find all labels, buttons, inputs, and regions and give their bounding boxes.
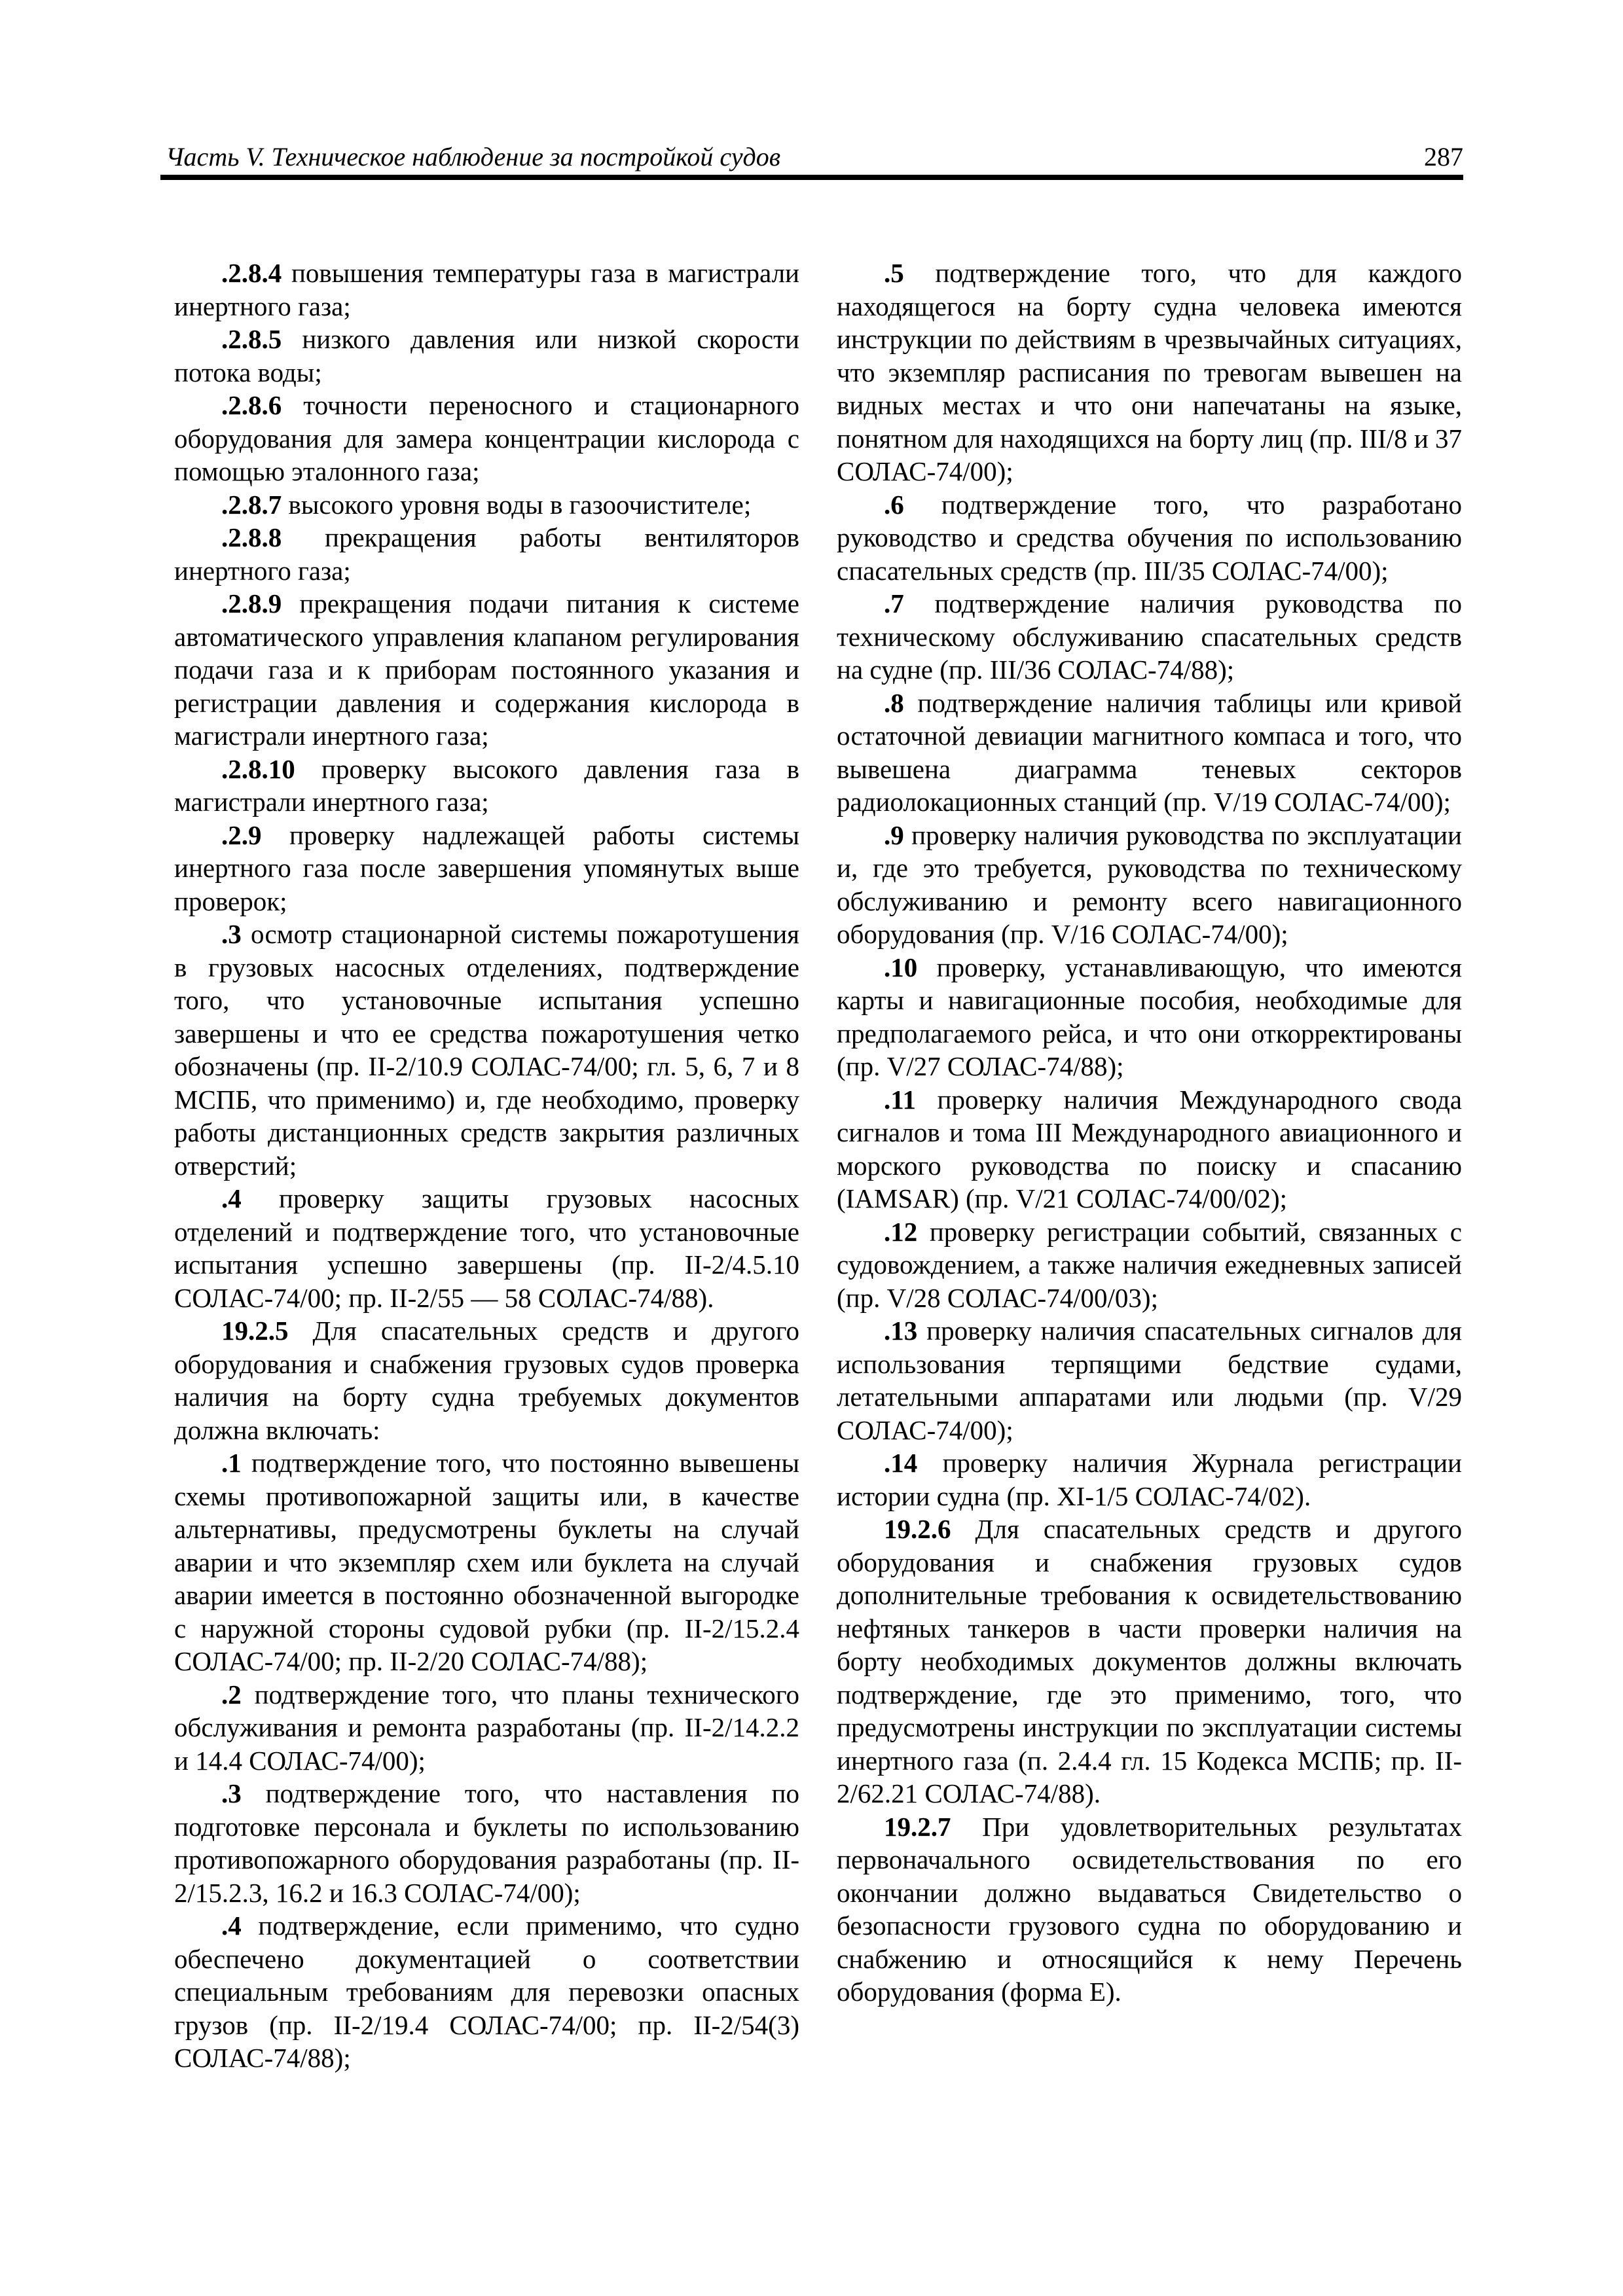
clause-text: высокого уровня воды в газоочистителе; bbox=[282, 489, 752, 520]
clause-text: проверку наличия Международного свода сигналов и тома III Международного авиационного и морского руководства по поиску и спасанию (IAMSAR) (пр. V/21 СОЛАС-74/00/02); bbox=[837, 1084, 1462, 1213]
clause-number: 19.2.6 bbox=[884, 1514, 951, 1544]
paragraph bbox=[837, 1215, 1462, 1315]
paragraph bbox=[174, 819, 799, 918]
paragraph bbox=[174, 488, 799, 522]
right-column bbox=[837, 257, 1462, 2009]
clause-text: проверку, устанавливающую, что имеются карты и навигационные пособия, необходимые для предполагаемого рейса, и что они откорректированы (пр. V/27 СОЛАС-74/88); bbox=[837, 952, 1462, 1081]
paragraph bbox=[174, 1909, 799, 2075]
clause-text: подтверждение того, что для каждого находящегося на борту судна человека имеются инструкции по действиям в чрезвычайных ситуациях, что экземпляр расписания по тревогам вывешен на видных местах и что они напечатаны на языке, понятном для находящихся на борту лиц (пр. III/8 и 37 СОЛАС-74/00); bbox=[837, 258, 1463, 486]
clause-number: .2 bbox=[221, 1679, 242, 1710]
paragraph bbox=[174, 1678, 799, 1778]
paragraph bbox=[174, 1314, 799, 1446]
clause-number: .2.8.7 bbox=[221, 489, 282, 520]
clause-text: проверку высокого давления газа в магистрали инертного газа; bbox=[174, 753, 799, 817]
clause-number: .2.8.10 bbox=[221, 753, 295, 784]
clause-text: проверку защиты грузовых насосных отделений и подтверждение того, что установочные испытания успешно завершены (пр. II-2/4.5.10 СОЛАС-74/00; пр. II-2/55 — 58 СОЛАС-74/88). bbox=[174, 1183, 799, 1313]
clause-number: .5 bbox=[884, 258, 904, 288]
clause-text: проверку наличия Журнала регистрации истории судна (пр. XI-1/5 СОЛАС-74/02). bbox=[837, 1448, 1462, 1511]
clause-text: подтверждение наличия руководства по техническому обслуживанию спасательных средств на судне (пр. III/36 СОЛАС-74/88); bbox=[837, 588, 1462, 685]
left-column bbox=[174, 257, 799, 2075]
clause-number: .4 bbox=[221, 1910, 242, 1941]
clause-number: .1 bbox=[221, 1448, 242, 1478]
page-number: 287 bbox=[1424, 142, 1463, 171]
clause-number: .2.8.8 bbox=[221, 522, 282, 552]
paragraph bbox=[837, 1810, 1462, 2009]
clause-number: .10 bbox=[884, 952, 918, 982]
paragraph bbox=[837, 257, 1462, 488]
paragraph bbox=[174, 1446, 799, 1678]
clause-text: проверку регистрации событий, связанных с судовождением, а также наличия ежедневных записей (пр. V/28 СОЛАС-74/00/03); bbox=[837, 1216, 1462, 1313]
clause-number: .2.8.5 bbox=[221, 324, 282, 354]
clause-text: проверку надлежащей работы системы инертного газа после завершения упомянутых выше проверок; bbox=[174, 819, 799, 916]
running-header bbox=[160, 134, 1463, 180]
paragraph bbox=[837, 1446, 1462, 1513]
paragraph bbox=[837, 587, 1462, 687]
clause-number: .7 bbox=[884, 588, 904, 619]
clause-text: точности переносного и стационарного оборудования для замера концентрации кислорода с помощью эталонного газа; bbox=[174, 390, 799, 486]
paragraph bbox=[174, 389, 799, 488]
paragraph bbox=[837, 1314, 1462, 1446]
clause-number: .9 bbox=[884, 819, 904, 850]
clause-number: .2.8.9 bbox=[221, 588, 282, 619]
clause-text: подтверждение того, что наставления по подготовке персонала и буклеты по использованию противопожарного оборудования разработаны (пр. II-2/15.2.3, 16.2 и 16.3 СОЛАС-74/00); bbox=[174, 1778, 799, 1908]
clause-number: .14 bbox=[884, 1448, 918, 1478]
clause-number: .13 bbox=[884, 1316, 918, 1346]
clause-text: подтверждение наличия таблицы или кривой остаточной девиации магнитного компаса и того, что вывешена диаграмма теневых секторов радиолокационных станций (пр. V/19 СОЛАС-74/00); bbox=[837, 687, 1462, 817]
clause-text: прекращения подачи питания к системе автоматического управления клапаном регулирования подачи газа и к приборам постоянного указания и регистрации давления и содержания кислорода в магистрали инертного газа; bbox=[174, 588, 799, 751]
clause-text: При удовлетворительных результатах первоначального освидетельствования по его окончании должно выдаваться Свидетельство о безопасности грузового судна по оборудованию и снабжению и относящийся к нему Перечень оборудования (форма Е). bbox=[837, 1811, 1462, 2007]
clause-text: подтверждение того, что разработано руководство и средства обучения по использованию спасательных средств (пр. III/35 СОЛАС-74/00); bbox=[837, 489, 1462, 586]
clause-text: повышения температуры газа в магистрали инертного газа; bbox=[174, 258, 799, 321]
clause-text: проверку наличия спасательных сигналов для использования терпящими бедствие судами, летательными аппаратами или людьми (пр. V/29 СОЛАС-74/00); bbox=[837, 1316, 1462, 1445]
clause-number: .2.8.6 bbox=[221, 390, 282, 420]
clause-text: Для спасательных средств и другого оборудования и снабжения грузовых судов проверка наличия на борту судна требуемых документов должна включать: bbox=[174, 1316, 799, 1445]
clause-number: .2.9 bbox=[221, 819, 262, 850]
paragraph bbox=[837, 819, 1462, 951]
clause-text: проверку наличия руководства по эксплуатации и, где это требуется, руководства по техническому обслуживанию и ремонту всего навигационного оборудования (пр. V/16 СОЛАС-74/00); bbox=[837, 819, 1462, 949]
clause-number: .11 bbox=[884, 1084, 916, 1115]
clause-text: прекращения работы вентиляторов инертного газа; bbox=[174, 522, 799, 586]
clause-number: 19.2.7 bbox=[884, 1811, 951, 1842]
clause-number: .6 bbox=[884, 489, 904, 520]
paragraph bbox=[837, 1083, 1462, 1215]
clause-number: .12 bbox=[884, 1216, 918, 1247]
clause-text: осмотр стационарной системы пожаротушения в грузовых насосных отделениях, подтверждение того, что установочные испытания успешно завершены и что ее средства пожаротушения четко обозначены (пр. II-2/10.9 СОЛАС-74/00; гл. 5, 6, 7 и 8 МСПБ, что применимо) и, где необходимо, проверку работы дистанционных средств закрытия различных отверстий; bbox=[174, 919, 799, 1181]
paragraph bbox=[174, 587, 799, 753]
paragraph bbox=[837, 488, 1462, 588]
clause-text: Для спасательных средств и другого оборудования и снабжения грузовых судов дополнительные требования к освидетельствованию нефтяных танкеров в части проверки наличия на борту необходимых документов должны включать подтверждение, где это применимо, того, что предусмотрены инструкции по эксплуатации системы инертного газа (п. 2.4.4 гл. 15 Кодекса МСПБ; пр. II-2/62.21 СОЛАС-74/88). bbox=[837, 1514, 1462, 1808]
paragraph bbox=[837, 687, 1462, 819]
paragraph bbox=[174, 323, 799, 389]
header-title: Часть V. Техническое наблюдение за постройкой судов bbox=[166, 142, 781, 171]
clause-text: подтверждение того, что планы технического обслуживания и ремонта разработаны (пр. II-2/14.2.2 и 14.4 СОЛАС-74/00); bbox=[174, 1679, 799, 1776]
clause-number: .3 bbox=[221, 919, 242, 949]
paragraph bbox=[837, 1513, 1462, 1810]
paragraph bbox=[174, 521, 799, 587]
clause-number: .8 bbox=[884, 687, 904, 718]
clause-number: 19.2.5 bbox=[221, 1316, 289, 1346]
paragraph bbox=[837, 951, 1462, 1083]
clause-number: .2.8.4 bbox=[221, 258, 282, 288]
paragraph bbox=[174, 257, 799, 323]
clause-text: подтверждение того, что постоянно вывешены схемы противопожарной защиты или, в качестве альтернативы, предусмотрены буклеты на случай аварии и что экземпляр схем или буклета на случай аварии имеется в постоянно обозначенной выгородке с наружной стороны судовой рубки (пр. II-2/15.2.4 СОЛАС-74/00; пр. II-2/20 СОЛАС-74/88); bbox=[174, 1448, 799, 1676]
paragraph bbox=[174, 753, 799, 819]
paragraph bbox=[174, 918, 799, 1182]
clause-number: .3 bbox=[221, 1778, 242, 1808]
clause-number: .4 bbox=[221, 1183, 242, 1213]
clause-text: подтверждение, если применимо, что судно обеспечено документацией о соответствии специальным требованиям для перевозки опасных грузов (пр. II-2/19.4 СОЛАС-74/00; пр. II-2/54(3) СОЛАС-74/88); bbox=[174, 1910, 799, 2073]
paragraph bbox=[174, 1182, 799, 1314]
paragraph bbox=[174, 1777, 799, 1909]
clause-text: низкого давления или низкой скорости потока воды; bbox=[174, 324, 799, 387]
